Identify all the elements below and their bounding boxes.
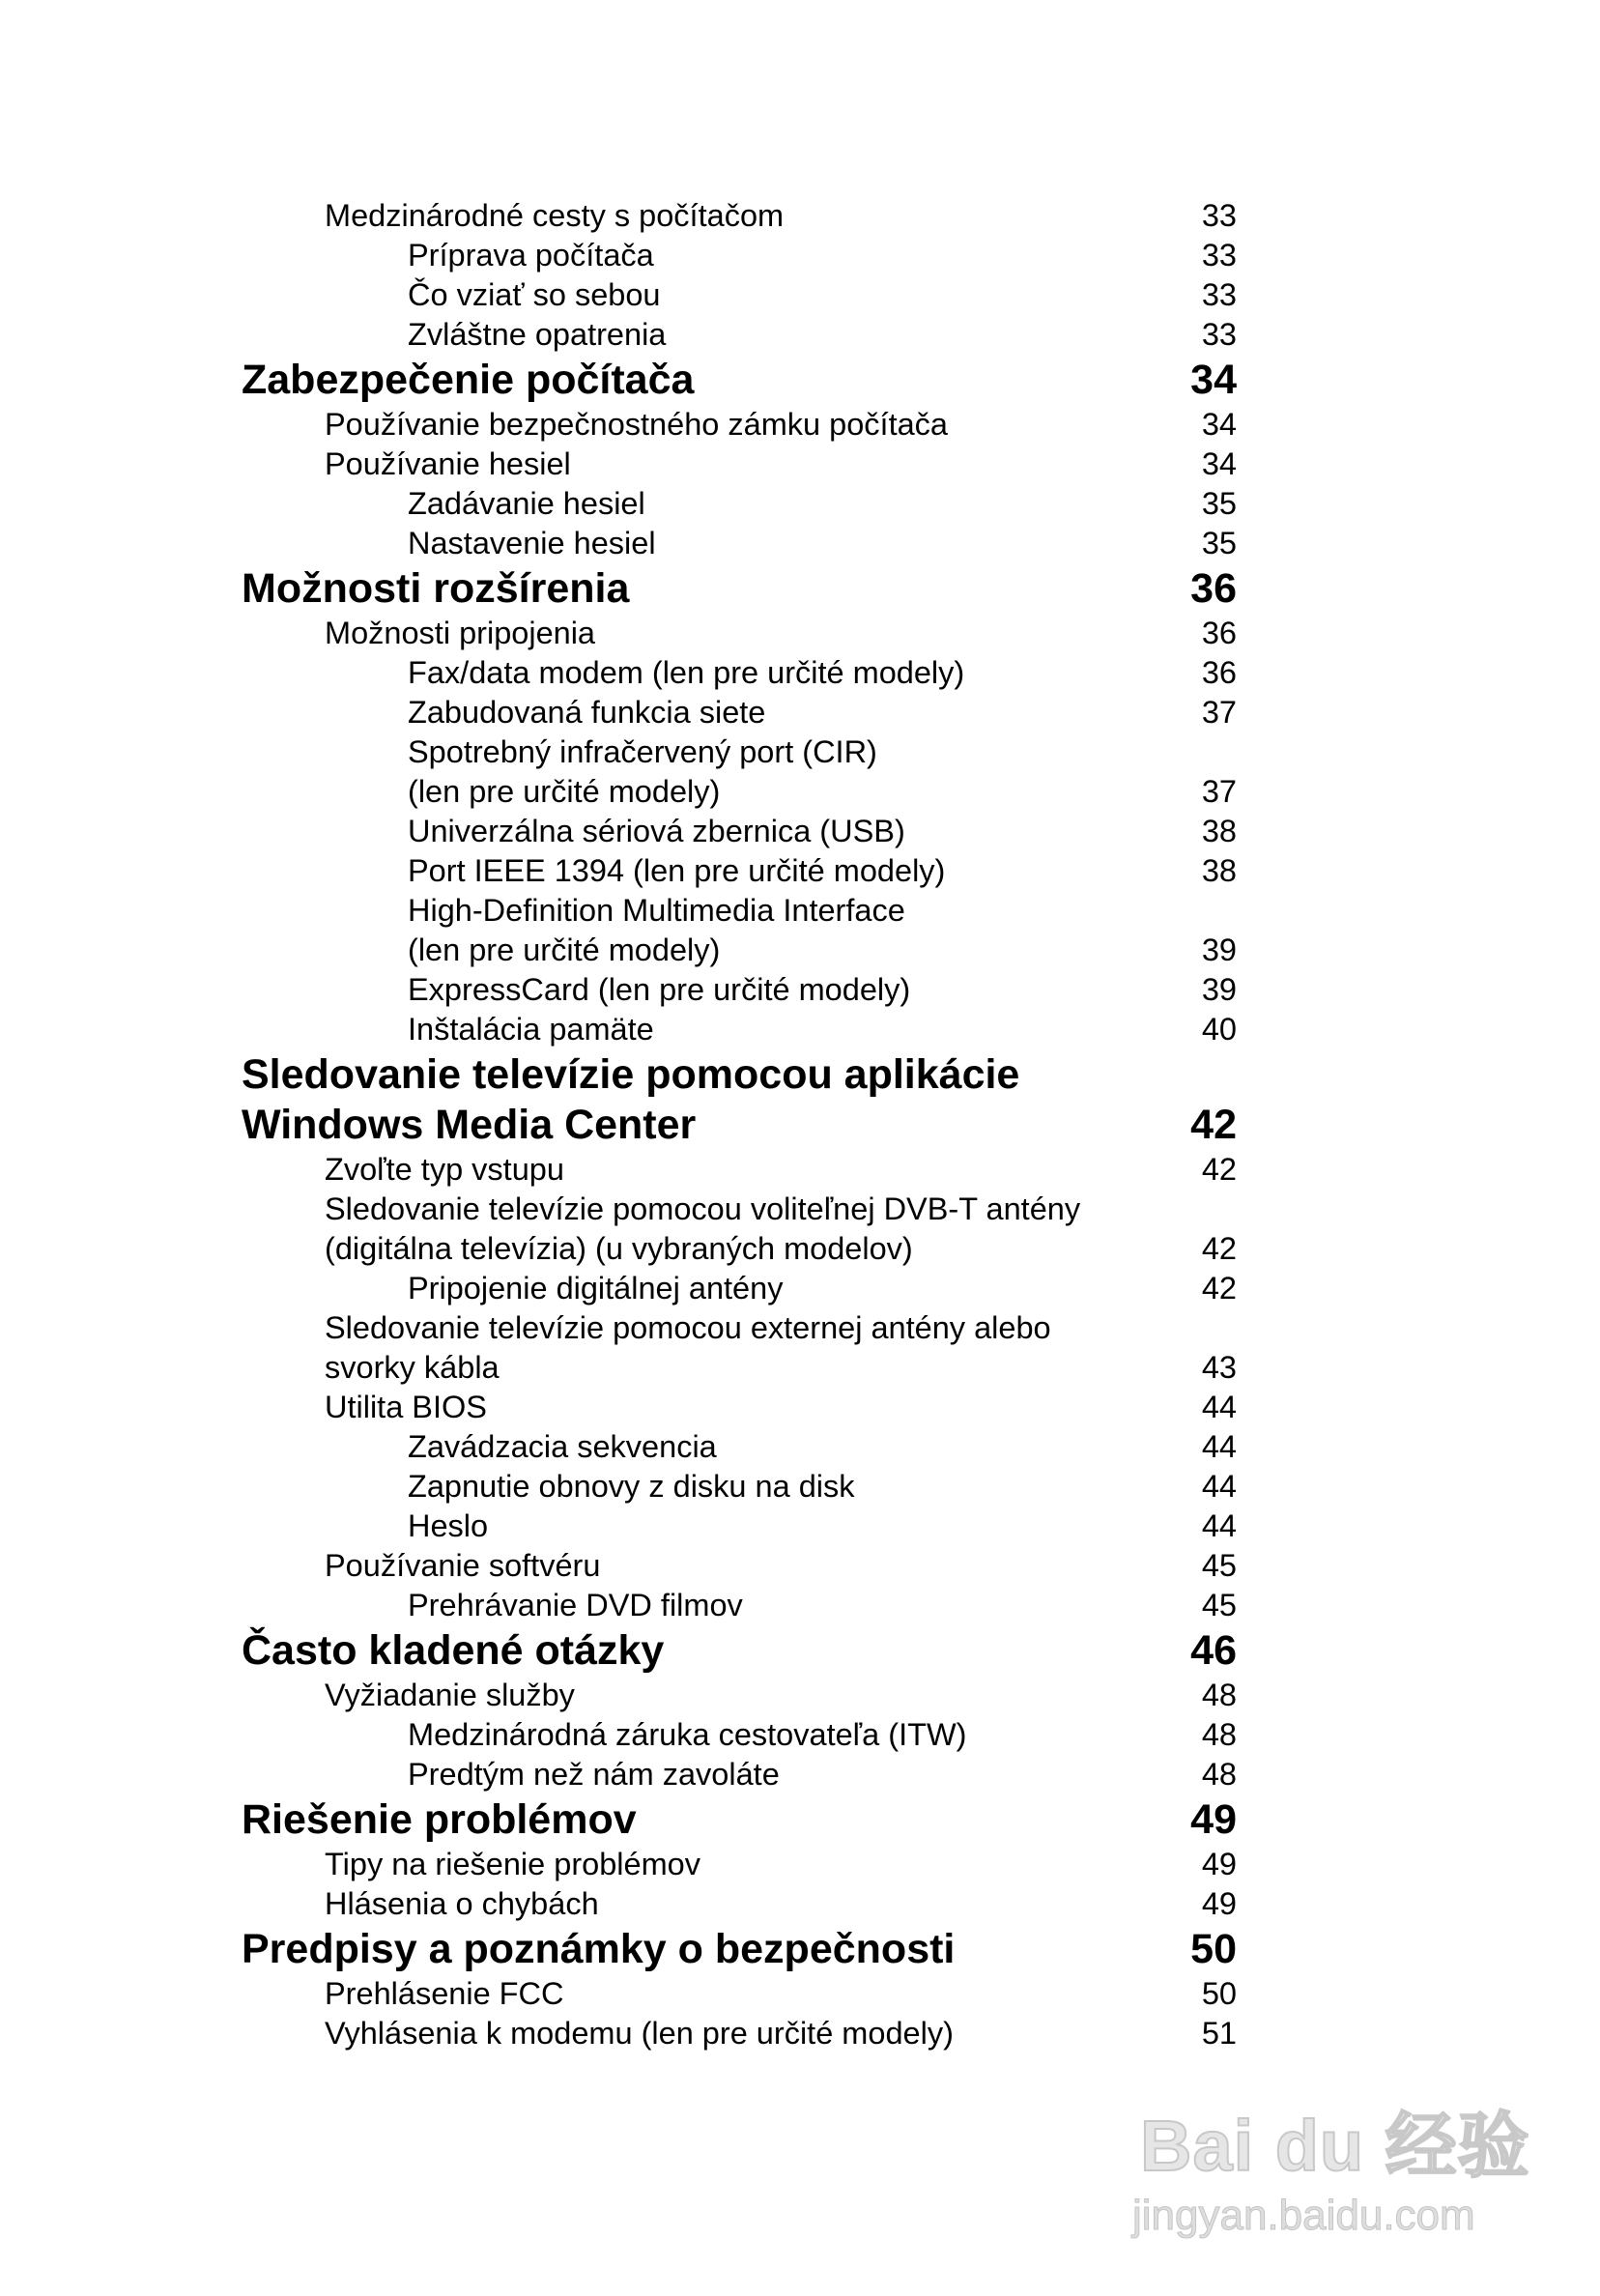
toc-entry-title: Prehrávanie DVD filmov bbox=[408, 1588, 743, 1622]
toc-section[interactable] bbox=[242, 1845, 1237, 1884]
toc-entry-title: Možnosti rozšírenia bbox=[242, 565, 630, 612]
toc-entry-title: Pripojenie digitálnej antény bbox=[408, 1271, 784, 1306]
toc-section[interactable] bbox=[242, 1974, 1237, 2014]
toc-chapter[interactable] bbox=[242, 1049, 1237, 1150]
toc-section[interactable] bbox=[242, 2014, 1237, 2053]
toc-subsection[interactable] bbox=[242, 524, 1237, 563]
toc-subsection[interactable] bbox=[242, 1467, 1237, 1507]
toc-entry-title: Univerzálna sériová zbernica (USB) bbox=[408, 814, 905, 848]
toc-section[interactable] bbox=[242, 196, 1237, 236]
toc-chapter[interactable] bbox=[242, 1924, 1237, 1974]
toc-section[interactable] bbox=[242, 1150, 1237, 1190]
toc-page-number: 49 bbox=[1201, 1886, 1237, 1921]
toc-page-number: 46 bbox=[1190, 1627, 1237, 1674]
toc-page-number: 34 bbox=[1190, 357, 1237, 403]
toc-section[interactable] bbox=[242, 1308, 1237, 1388]
toc-page-number: 44 bbox=[1201, 1469, 1237, 1504]
toc-subsection[interactable] bbox=[242, 812, 1237, 851]
toc-subsection[interactable] bbox=[242, 1010, 1237, 1049]
toc-entry-title: ExpressCard (len pre určité modely) bbox=[408, 972, 911, 1007]
toc-page-number: 42 bbox=[1201, 1271, 1237, 1306]
toc-entry-title: Často kladené otázky bbox=[242, 1627, 665, 1674]
toc-section[interactable] bbox=[242, 445, 1237, 484]
toc-subsection[interactable] bbox=[242, 315, 1237, 355]
toc-subsection[interactable] bbox=[242, 1269, 1237, 1308]
toc-section[interactable] bbox=[242, 1546, 1237, 1586]
toc-page-number: 45 bbox=[1201, 1588, 1237, 1622]
toc-entry-title: Zvláštne opatrenia bbox=[408, 317, 667, 352]
toc-entry-title: Predpisy a poznámky o bezpečnosti bbox=[242, 1926, 956, 1972]
toc-entry-title: Zvoľte typ vstupu bbox=[325, 1152, 564, 1187]
toc-entry-title: Sledovanie televízie pomocou aplikácie bbox=[242, 1051, 1020, 1098]
toc-subsection[interactable] bbox=[242, 851, 1237, 891]
toc-entry-title: Utilita BIOS bbox=[325, 1390, 487, 1424]
toc-entry-title: Spotrebný infračervený port (CIR) bbox=[408, 734, 877, 769]
toc-page-number: 33 bbox=[1201, 317, 1237, 352]
toc-subsection[interactable] bbox=[242, 732, 1237, 812]
toc-page-number: 50 bbox=[1201, 1976, 1237, 2011]
toc-page-number: 33 bbox=[1201, 198, 1237, 233]
toc-subsection[interactable] bbox=[242, 891, 1237, 970]
toc-subsection[interactable] bbox=[242, 484, 1237, 524]
toc-page-number: 37 bbox=[1201, 774, 1237, 809]
toc-page-number: 44 bbox=[1201, 1508, 1237, 1543]
toc-entry-title: Port IEEE 1394 (len pre určité modely) bbox=[408, 853, 946, 888]
toc-entry-title: Inštalácia pamäte bbox=[408, 1012, 654, 1047]
toc-entry-title: Prehlásenie FCC bbox=[325, 1976, 564, 2011]
toc-page-number: 36 bbox=[1190, 565, 1237, 612]
toc-page-number: 44 bbox=[1201, 1429, 1237, 1464]
toc-page-number: 48 bbox=[1201, 1678, 1237, 1712]
toc-entry-title: (len pre určité modely) bbox=[408, 933, 721, 967]
toc-subsection[interactable] bbox=[242, 970, 1237, 1010]
toc-chapter[interactable] bbox=[242, 563, 1237, 614]
toc-entry-title: Heslo bbox=[408, 1508, 489, 1543]
toc-page-number: 39 bbox=[1201, 972, 1237, 1007]
watermark-logo: Bai du 经验 bbox=[1140, 2106, 1530, 2186]
toc-entry-title: Nastavenie hesiel bbox=[408, 526, 656, 560]
toc-chapter[interactable] bbox=[242, 1794, 1237, 1845]
toc-page-number: 35 bbox=[1201, 526, 1237, 560]
toc-subsection[interactable] bbox=[242, 1427, 1237, 1467]
toc-entry-title: Čo vziať so sebou bbox=[408, 277, 661, 312]
toc-page-number: 34 bbox=[1201, 446, 1237, 481]
toc-entry-title: (len pre určité modely) bbox=[408, 774, 721, 809]
toc-entry-title: Sledovanie televízie pomocou externej antény alebo bbox=[325, 1310, 1051, 1345]
toc-subsection[interactable] bbox=[242, 1586, 1237, 1625]
toc-entry-title: Medzinárodná záruka cestovateľa (ITW) bbox=[408, 1717, 967, 1752]
toc-page-number: 37 bbox=[1201, 695, 1237, 730]
watermark-url: jingyan.baidu.com bbox=[1132, 2192, 1475, 2239]
toc-subsection[interactable] bbox=[242, 275, 1237, 315]
toc-entry-title: Zapnutie obnovy z disku na disk bbox=[408, 1469, 855, 1504]
toc-entry-title: Tipy na riešenie problémov bbox=[325, 1847, 700, 1881]
toc-page-number: 42 bbox=[1190, 1102, 1237, 1148]
toc-entry-title: Vyžiadanie služby bbox=[325, 1678, 575, 1712]
toc-section[interactable] bbox=[242, 614, 1237, 653]
toc-page-number: 51 bbox=[1201, 2016, 1237, 2051]
toc-subsection[interactable] bbox=[242, 1715, 1237, 1755]
toc-entry-title: Príprava počítača bbox=[408, 238, 654, 273]
toc-subsection[interactable] bbox=[242, 236, 1237, 275]
toc-subsection[interactable] bbox=[242, 1755, 1237, 1794]
toc-page-number: 48 bbox=[1201, 1757, 1237, 1792]
toc-page-number: 44 bbox=[1201, 1390, 1237, 1424]
toc-entry-title: Zabudovaná funkcia siete bbox=[408, 695, 766, 730]
toc-entry-title: Predtým než nám zavoláte bbox=[408, 1757, 780, 1792]
toc-page-number: 42 bbox=[1201, 1231, 1237, 1266]
toc-entry-title: Používanie bezpečnostného zámku počítača bbox=[325, 407, 949, 442]
toc-section[interactable] bbox=[242, 405, 1237, 445]
toc-entry-title: Windows Media Center bbox=[242, 1102, 697, 1148]
toc-page-number: 36 bbox=[1201, 655, 1237, 690]
table-of-contents bbox=[242, 196, 1237, 2053]
toc-page-number: 38 bbox=[1201, 853, 1237, 888]
toc-subsection[interactable] bbox=[242, 1507, 1237, 1546]
toc-section[interactable] bbox=[242, 1676, 1237, 1715]
toc-chapter[interactable] bbox=[242, 1625, 1237, 1676]
toc-entry-title: Hlásenia o chybách bbox=[325, 1886, 599, 1921]
toc-entry-title: Medzinárodné cesty s počítačom bbox=[325, 198, 785, 233]
toc-subsection[interactable] bbox=[242, 693, 1237, 732]
toc-page-number: 38 bbox=[1201, 814, 1237, 848]
toc-section[interactable] bbox=[242, 1388, 1237, 1427]
baidu-watermark bbox=[1121, 2039, 1530, 2271]
toc-entry-title: Používanie hesiel bbox=[325, 446, 571, 481]
toc-page-number: 42 bbox=[1201, 1152, 1237, 1187]
toc-page-number: 45 bbox=[1201, 1548, 1237, 1583]
toc-page-number: 50 bbox=[1190, 1926, 1237, 1972]
toc-entry-title: Zavádzacia sekvencia bbox=[408, 1429, 717, 1464]
toc-entry-title: Vyhlásenia k modemu (len pre určité modely) bbox=[325, 2016, 954, 2051]
toc-entry-title: Riešenie problémov bbox=[242, 1796, 637, 1843]
toc-page-number: 39 bbox=[1201, 933, 1237, 967]
toc-entry-title: Možnosti pripojenia bbox=[325, 616, 596, 650]
toc-page-number: 33 bbox=[1201, 238, 1237, 273]
toc-entry-title: svorky kábla bbox=[325, 1350, 500, 1385]
toc-entry-title: Sledovanie televízie pomocou voliteľnej DVB-T antény bbox=[325, 1191, 1081, 1226]
toc-section[interactable] bbox=[242, 1190, 1237, 1269]
toc-entry-title: High-Definition Multimedia Interface bbox=[408, 893, 905, 928]
toc-page-number: 49 bbox=[1201, 1847, 1237, 1881]
toc-page-number: 34 bbox=[1201, 407, 1237, 442]
toc-entry-title: Zabezpečenie počítača bbox=[242, 357, 695, 403]
toc-page-number: 40 bbox=[1201, 1012, 1237, 1047]
toc-page-number: 35 bbox=[1201, 486, 1237, 521]
toc-section[interactable] bbox=[242, 1884, 1237, 1924]
toc-entry-title: (digitálna televízia) (u vybraných modelov) bbox=[325, 1231, 913, 1266]
toc-chapter[interactable] bbox=[242, 355, 1237, 405]
toc-entry-title: Fax/data modem (len pre určité modely) bbox=[408, 655, 965, 690]
toc-subsection[interactable] bbox=[242, 653, 1237, 693]
toc-entry-title: Používanie softvéru bbox=[325, 1548, 601, 1583]
toc-page-number: 48 bbox=[1201, 1717, 1237, 1752]
toc-page-number: 33 bbox=[1201, 277, 1237, 312]
toc-page-number: 36 bbox=[1201, 616, 1237, 650]
toc-page-number: 49 bbox=[1190, 1796, 1237, 1843]
toc-page-number: 43 bbox=[1201, 1350, 1237, 1385]
toc-entry-title: Zadávanie hesiel bbox=[408, 486, 645, 521]
